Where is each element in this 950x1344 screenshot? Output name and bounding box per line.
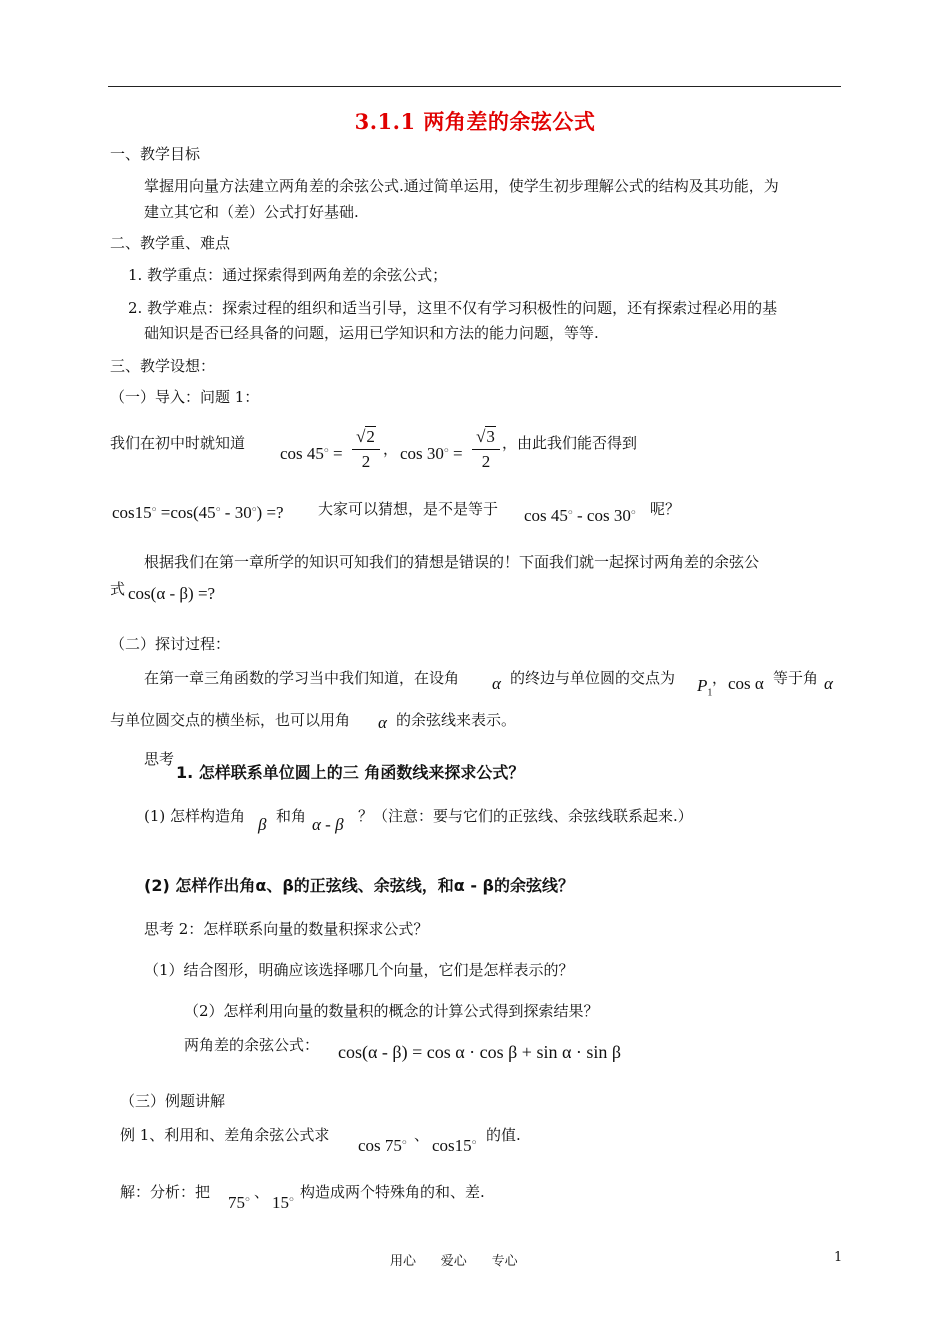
alpha-symbol: α <box>378 713 387 732</box>
section2-heading: 二、教学重、难点 <box>110 234 231 252</box>
section3-heading: 三、教学设想： <box>110 357 216 375</box>
angle-15: 15○ <box>272 1193 294 1212</box>
section1-line2: 建立其它和（差）公式打好基础. <box>144 203 359 221</box>
question1b: 和角 <box>276 807 307 825</box>
cos15-expr: cos15○ <box>432 1136 477 1155</box>
beta-symbol: β <box>258 815 267 834</box>
alpha-symbol: α <box>824 674 833 693</box>
angle-75: 75○ <box>228 1193 250 1212</box>
p1-symbol: $P_1$ <box>697 676 713 699</box>
cos45-expr: cos 45○ = <box>280 444 343 463</box>
question2: (2) 怎样作出角α、β的正弦线、余弦线，和α - β的余弦线？ <box>144 876 575 895</box>
think2-q2: （2）怎样利用向量的数量积的概念的计算公式得到探索结果？ <box>184 1002 599 1020</box>
think2-question: 思考 2：怎样联系向量的数量积探求公式？ <box>144 920 429 938</box>
subsection-intro: （一）导入：问题 1： <box>110 388 260 406</box>
explore-line2a: 与单位圆交点的横坐标，也可以用角 <box>110 711 351 729</box>
cos30-expr: cos 30○ = <box>400 444 463 463</box>
cos15-equation: cos15○ =cos(45○ - 30○) =? <box>112 503 284 522</box>
page-number: 1 <box>834 1250 843 1265</box>
formula-question: cos(α - β) =? <box>128 584 216 603</box>
cosine-difference-formula: cos(α - β) = cos α · cos β + sin α · sin β <box>338 1042 622 1062</box>
section2-item1: 1. 教学重点：通过探索得到两角差的余弦公式； <box>128 266 448 284</box>
footer-motto: 用心 爱心 专心 <box>390 1254 518 1269</box>
section1-line1: 掌握用向量方法建立两角差的余弦公式.通过简单运用，使学生初步理解公式的结构及其功能，为 <box>144 177 779 195</box>
section2-item2-line2: 础知识是否已经具备的问题，运用已学知识和方法的能力问题，等等. <box>144 324 599 342</box>
page-title: 3.1.1 两角差的余弦公式 <box>354 109 596 134</box>
sqrt2-over-2: √2 2 <box>352 427 380 472</box>
guess-text: 大家可以猜想，是不是等于 <box>318 500 499 518</box>
section1-heading: 一、教学目标 <box>110 145 201 163</box>
intro-text: 我们在初中时就知道 <box>110 434 246 452</box>
example1-text: 例 1、利用和、差角余弦公式求 <box>120 1126 330 1144</box>
so-text: ，由此我们能否得到 <box>502 434 638 452</box>
guess-end: 呢？ <box>650 500 681 518</box>
reason-line1: 根据我们在第一章所学的知识可知我们的猜想是错误的！下面我们就一起探讨两角差的余弦公 <box>144 553 760 571</box>
explore-line2b: 的余弦线来表示。 <box>396 711 517 729</box>
section2-item2-line1: 2. 教学难点：探索过程的组织和适当引导，这里不仅有学习积极性的问题，还有探索过程必用的基 <box>128 299 778 317</box>
alpha-symbol: α <box>492 674 501 693</box>
cos-alpha: cos α <box>728 674 764 693</box>
subsection-examples: （三）例题讲解 <box>120 1092 226 1110</box>
explore-line1a: 在第一章三角函数的学习当中我们知道，在设角 <box>144 669 460 687</box>
alpha-minus-beta: α - β <box>312 815 344 834</box>
think-label: 思考 <box>144 750 175 768</box>
header-rule <box>108 86 841 87</box>
sqrt3-over-2: √3 2 <box>472 427 500 472</box>
solution-text: 解：分析：把 <box>120 1183 211 1201</box>
subsection-explore: （二）探讨过程： <box>110 635 231 653</box>
example1-end: 的值. <box>486 1126 521 1144</box>
formula-label: 两角差的余弦公式： <box>184 1036 320 1054</box>
reason-line2: 式 <box>110 580 126 598</box>
cos75-expr: cos 75○ <box>358 1136 407 1155</box>
question1c: ？（注意：要与它们的正弦线、余弦线联系起来.） <box>358 807 693 825</box>
think1-question: 1. 怎样联系单位圆上的三 角函数线来探求公式？ <box>176 763 525 782</box>
solution-end: 构造成两个特殊角的和、差. <box>300 1183 485 1201</box>
explore-line1c: 等于角 <box>773 669 819 687</box>
guess-expr: cos 45○ - cos 30○ <box>524 506 636 525</box>
question1a: (1) 怎样构造角 <box>144 807 246 825</box>
explore-line1b: 的终边与单位圆的交点为 <box>510 669 676 687</box>
think2-q1: （1）结合图形，明确应该选择哪几个向量，它们是怎样表示的？ <box>144 961 574 979</box>
